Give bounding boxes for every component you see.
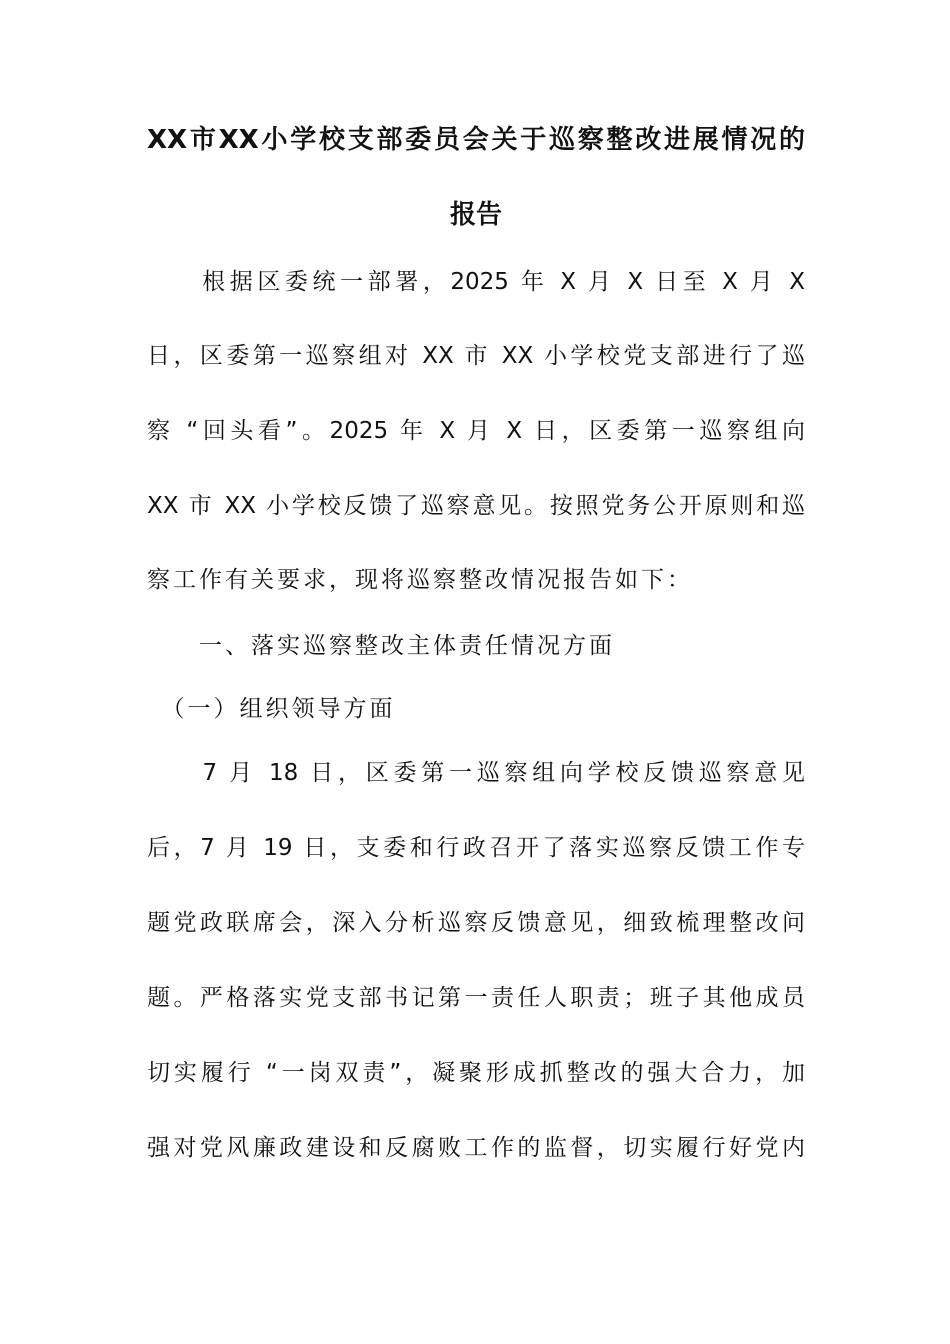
paragraph-line: 强对党风廉政建设和反腐败工作的监督，切实履行好党内 — [147, 1135, 805, 1161]
paragraph-line: 根据区委统一部署，2025 年 X 月 X 日至 X 月 X — [147, 269, 805, 295]
paragraph-line: 察 “回头看”。2025 年 X 月 X 日，区委第一巡察组向 — [147, 418, 805, 444]
section-heading: 一、落实巡察整改主体责任情况方面 — [147, 633, 615, 659]
paragraph-line: 题党政联席会，深入分析巡察反馈意见，细致梳理整改问 — [147, 910, 805, 936]
paragraph-line: 日，区委第一巡察组对 XX 市 XX 小学校党支部进行了巡 — [147, 343, 805, 369]
subsection-heading: （一）组织领导方面 — [147, 696, 396, 722]
paragraph-line: 7 月 18 日，区委第一巡察组向学校反馈巡察意见 — [147, 760, 805, 786]
document-title-line-1: XX市XX小学校支部委员会关于巡察整改进展情况的 — [147, 125, 805, 155]
paragraph-line: 后，7 月 19 日，支委和行政召开了落实巡察反馈工作专 — [147, 835, 805, 861]
paragraph-line: 切实履行 “一岗双责”，凝聚形成抓整改的强大合力，加 — [147, 1060, 805, 1086]
document-title-line-2: 报告 — [449, 200, 502, 230]
paragraph-line: XX 市 XX 小学校反馈了巡察意见。按照党务公开原则和巡 — [147, 493, 805, 519]
paragraph-line: 题。严格落实党支部书记第一责任人职责；班子其他成员 — [147, 985, 805, 1011]
paragraph-line: 察工作有关要求，现将巡察整改情况报告如下： — [147, 567, 693, 593]
